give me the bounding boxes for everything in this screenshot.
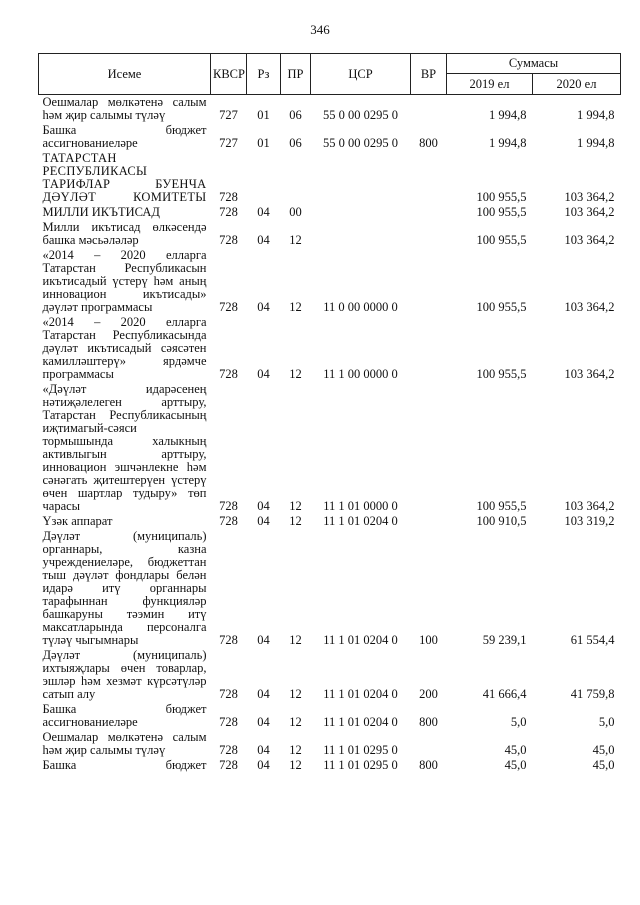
row-name: ТАТАРСТАН РЕСПУБЛИКАСЫ ТАРИФЛАР БУЕНЧА ДӘҮЛӘТ КОМИТЕТЫ [42, 151, 207, 204]
row-kvsr: 728 [219, 514, 238, 528]
row-name: Дәүләт (муниципаль) ихтыяҗлары өчен товарлар, эшләр һәм хезмәт күрсәтүләр сатып алу [42, 648, 207, 701]
row-rz: 04 [257, 367, 270, 381]
header-year-2019: 2019 ел [447, 74, 533, 95]
row-sum-2019: 5,0 [510, 715, 527, 729]
row-kvsr: 728 [219, 300, 238, 314]
row-rz [247, 151, 281, 205]
row-rz: 04 [257, 758, 270, 772]
table-row [39, 514, 621, 529]
row-vr [411, 315, 447, 382]
row-vr: 800 [419, 715, 438, 729]
row-kvsr: 728 [219, 758, 238, 772]
row-pr: 12 [289, 758, 302, 772]
row-name: Башка бюджет ассигнованиеләре [42, 702, 207, 729]
row-pr: 12 [289, 633, 302, 647]
table-row [39, 248, 621, 315]
row-vr: 200 [419, 687, 438, 701]
table-row [39, 382, 621, 514]
row-kvsr: 727 [219, 136, 238, 150]
row-rz: 01 [257, 108, 270, 122]
row-csr: 11 1 01 0204 0 [323, 687, 398, 701]
row-sum-2019: 59 239,1 [482, 633, 527, 647]
header-year-2020: 2020 ел [533, 74, 621, 95]
row-csr: 11 1 01 0295 0 [323, 758, 398, 772]
table-row [39, 702, 621, 730]
row-rz: 04 [257, 300, 270, 314]
table-row [39, 315, 621, 382]
row-sum-2019: 100 955,5 [476, 499, 527, 513]
table-row [39, 730, 621, 758]
row-sum-2020: 41 759,8 [570, 687, 615, 701]
row-pr: 00 [289, 205, 302, 219]
row-name: МИЛЛИ ИКЪТИСАД [42, 205, 160, 219]
row-csr: 11 1 01 0000 0 [323, 499, 398, 513]
row-sum-2019: 1 994,8 [489, 136, 527, 150]
row-vr [411, 248, 447, 315]
table-row [39, 205, 621, 220]
row-csr: 55 0 00 0295 0 [323, 108, 398, 122]
table-row [39, 529, 621, 648]
header-rz: Рз [247, 54, 281, 95]
row-sum-2020: 103 319,2 [564, 514, 615, 528]
row-csr [311, 205, 411, 220]
row-sum-2019: 45,0 [504, 743, 527, 757]
table-row [39, 758, 621, 773]
row-name: Оешмалар мөлкәтенә салым һәм җир салымы түләү [42, 730, 207, 757]
budget-table [38, 53, 621, 773]
row-sum-2020: 103 364,2 [564, 367, 615, 381]
row-pr: 12 [289, 300, 302, 314]
row-vr [411, 220, 447, 248]
row-vr [411, 514, 447, 529]
row-sum-2020: 45,0 [592, 758, 615, 772]
row-kvsr: 728 [219, 715, 238, 729]
row-vr [411, 730, 447, 758]
row-csr: 11 1 01 0204 0 [323, 715, 398, 729]
row-vr: 800 [419, 136, 438, 150]
row-sum-2020: 61 554,4 [570, 633, 615, 647]
row-kvsr: 728 [219, 205, 238, 219]
row-kvsr: 728 [219, 743, 238, 757]
row-sum-2019: 100 955,5 [476, 190, 527, 204]
row-sum-2020: 103 364,2 [564, 205, 615, 219]
row-kvsr: 728 [219, 367, 238, 381]
row-vr [411, 205, 447, 220]
row-sum-2020: 103 364,2 [564, 233, 615, 247]
row-name: Башка бюджет ассигнованиеләре [42, 123, 207, 150]
row-sum-2020: 1 994,8 [577, 136, 615, 150]
header-name: Исеме [39, 54, 211, 95]
row-pr: 12 [289, 233, 302, 247]
row-name: Башка бюджет [42, 758, 207, 772]
row-csr: 11 1 00 0000 0 [323, 367, 398, 381]
row-csr: 55 0 00 0295 0 [323, 136, 398, 150]
table-row [39, 151, 621, 205]
row-sum-2019: 100 955,5 [476, 205, 527, 219]
row-sum-2020: 45,0 [592, 743, 615, 757]
row-kvsr: 728 [219, 633, 238, 647]
row-pr: 06 [289, 136, 302, 150]
row-rz: 04 [257, 633, 270, 647]
row-sum-2020: 103 364,2 [564, 190, 615, 204]
row-pr: 12 [289, 514, 302, 528]
row-pr: 12 [289, 367, 302, 381]
row-name: Үзәк аппарат [42, 514, 113, 528]
row-rz: 04 [257, 514, 270, 528]
row-vr [411, 382, 447, 514]
row-csr [311, 220, 411, 248]
row-sum-2019: 1 994,8 [489, 108, 527, 122]
header-csr: ЦСР [311, 54, 411, 95]
row-rz: 04 [257, 205, 270, 219]
row-rz: 04 [257, 743, 270, 757]
row-rz: 04 [257, 499, 270, 513]
row-sum-2019: 100 955,5 [476, 367, 527, 381]
row-rz: 04 [257, 233, 270, 247]
row-csr: 11 1 01 0204 0 [323, 633, 398, 647]
table-row [39, 648, 621, 702]
row-rz: 01 [257, 136, 270, 150]
row-sum-2019: 100 955,5 [476, 233, 527, 247]
table-row [39, 123, 621, 151]
header-kvsr: КВСР [211, 54, 247, 95]
row-pr: 06 [289, 108, 302, 122]
row-name: «2014 – 2020 елларга Татарстан Республикасында дәүләт икътисадый сәясәтен камилләштерү» ярдәмче программасы [42, 315, 207, 381]
row-pr: 12 [289, 499, 302, 513]
table-row [39, 95, 621, 124]
row-pr: 12 [289, 715, 302, 729]
row-sum-2020: 5,0 [598, 715, 615, 729]
header-vr: ВР [411, 54, 447, 95]
row-vr [411, 95, 447, 124]
row-rz: 04 [257, 715, 270, 729]
row-sum-2020: 1 994,8 [577, 108, 615, 122]
row-name: Милли икътисад өлкәсендә башка мәсьәләләр [42, 220, 207, 247]
row-sum-2019: 100 910,5 [476, 514, 527, 528]
row-rz: 04 [257, 687, 270, 701]
row-vr [411, 151, 447, 205]
row-sum-2019: 41 666,4 [482, 687, 527, 701]
row-kvsr: 728 [219, 499, 238, 513]
row-name: «2014 – 2020 елларга Татарстан Республикасын икътисадый үстерү һәм аның инновацион икътисады» дәүләт программасы [42, 248, 207, 314]
row-sum-2019: 100 955,5 [476, 300, 527, 314]
row-pr: 12 [289, 687, 302, 701]
row-csr: 11 1 01 0295 0 [323, 743, 398, 757]
page-number: 346 [310, 22, 330, 37]
row-name: Оешмалар мөлкәтенә салым һәм җир салымы түләү [42, 95, 207, 122]
row-sum-2019: 45,0 [504, 758, 527, 772]
row-kvsr: 727 [219, 108, 238, 122]
row-vr: 100 [419, 633, 438, 647]
header-sums: Суммасы [447, 54, 621, 74]
row-csr: 11 0 00 0000 0 [323, 300, 398, 314]
row-kvsr: 728 [219, 687, 238, 701]
row-csr [311, 151, 411, 205]
table-row [39, 220, 621, 248]
row-pr: 12 [289, 743, 302, 757]
row-kvsr: 728 [219, 233, 238, 247]
row-kvsr: 728 [219, 190, 238, 204]
row-pr [281, 151, 311, 205]
header-pr: ПР [281, 54, 311, 95]
row-name: Дәүләт (муниципаль) органнары, казна учреждениеләре, бюджеттан тыш дәүләт фондлары белән идарә итү органнары тарафыннан функцияләр башкаруны тәэмин итү максатларында персоналга түләү чыгымнары [42, 529, 207, 647]
row-csr: 11 1 01 0204 0 [323, 514, 398, 528]
row-sum-2020: 103 364,2 [564, 499, 615, 513]
row-sum-2020: 103 364,2 [564, 300, 615, 314]
row-name: «Дәүләт идарәсенең нәтиҗәлелеген арттыру, Татарстан Республикасының иҗтимагый-сәяси тормышында халыкның активлыгын арттыру, инновацион эшчәнлекне һәм сәнәгать җитештерүен үстерү өчен шартлар тудыру» төп чарасы [42, 382, 207, 513]
row-vr: 800 [419, 758, 438, 772]
